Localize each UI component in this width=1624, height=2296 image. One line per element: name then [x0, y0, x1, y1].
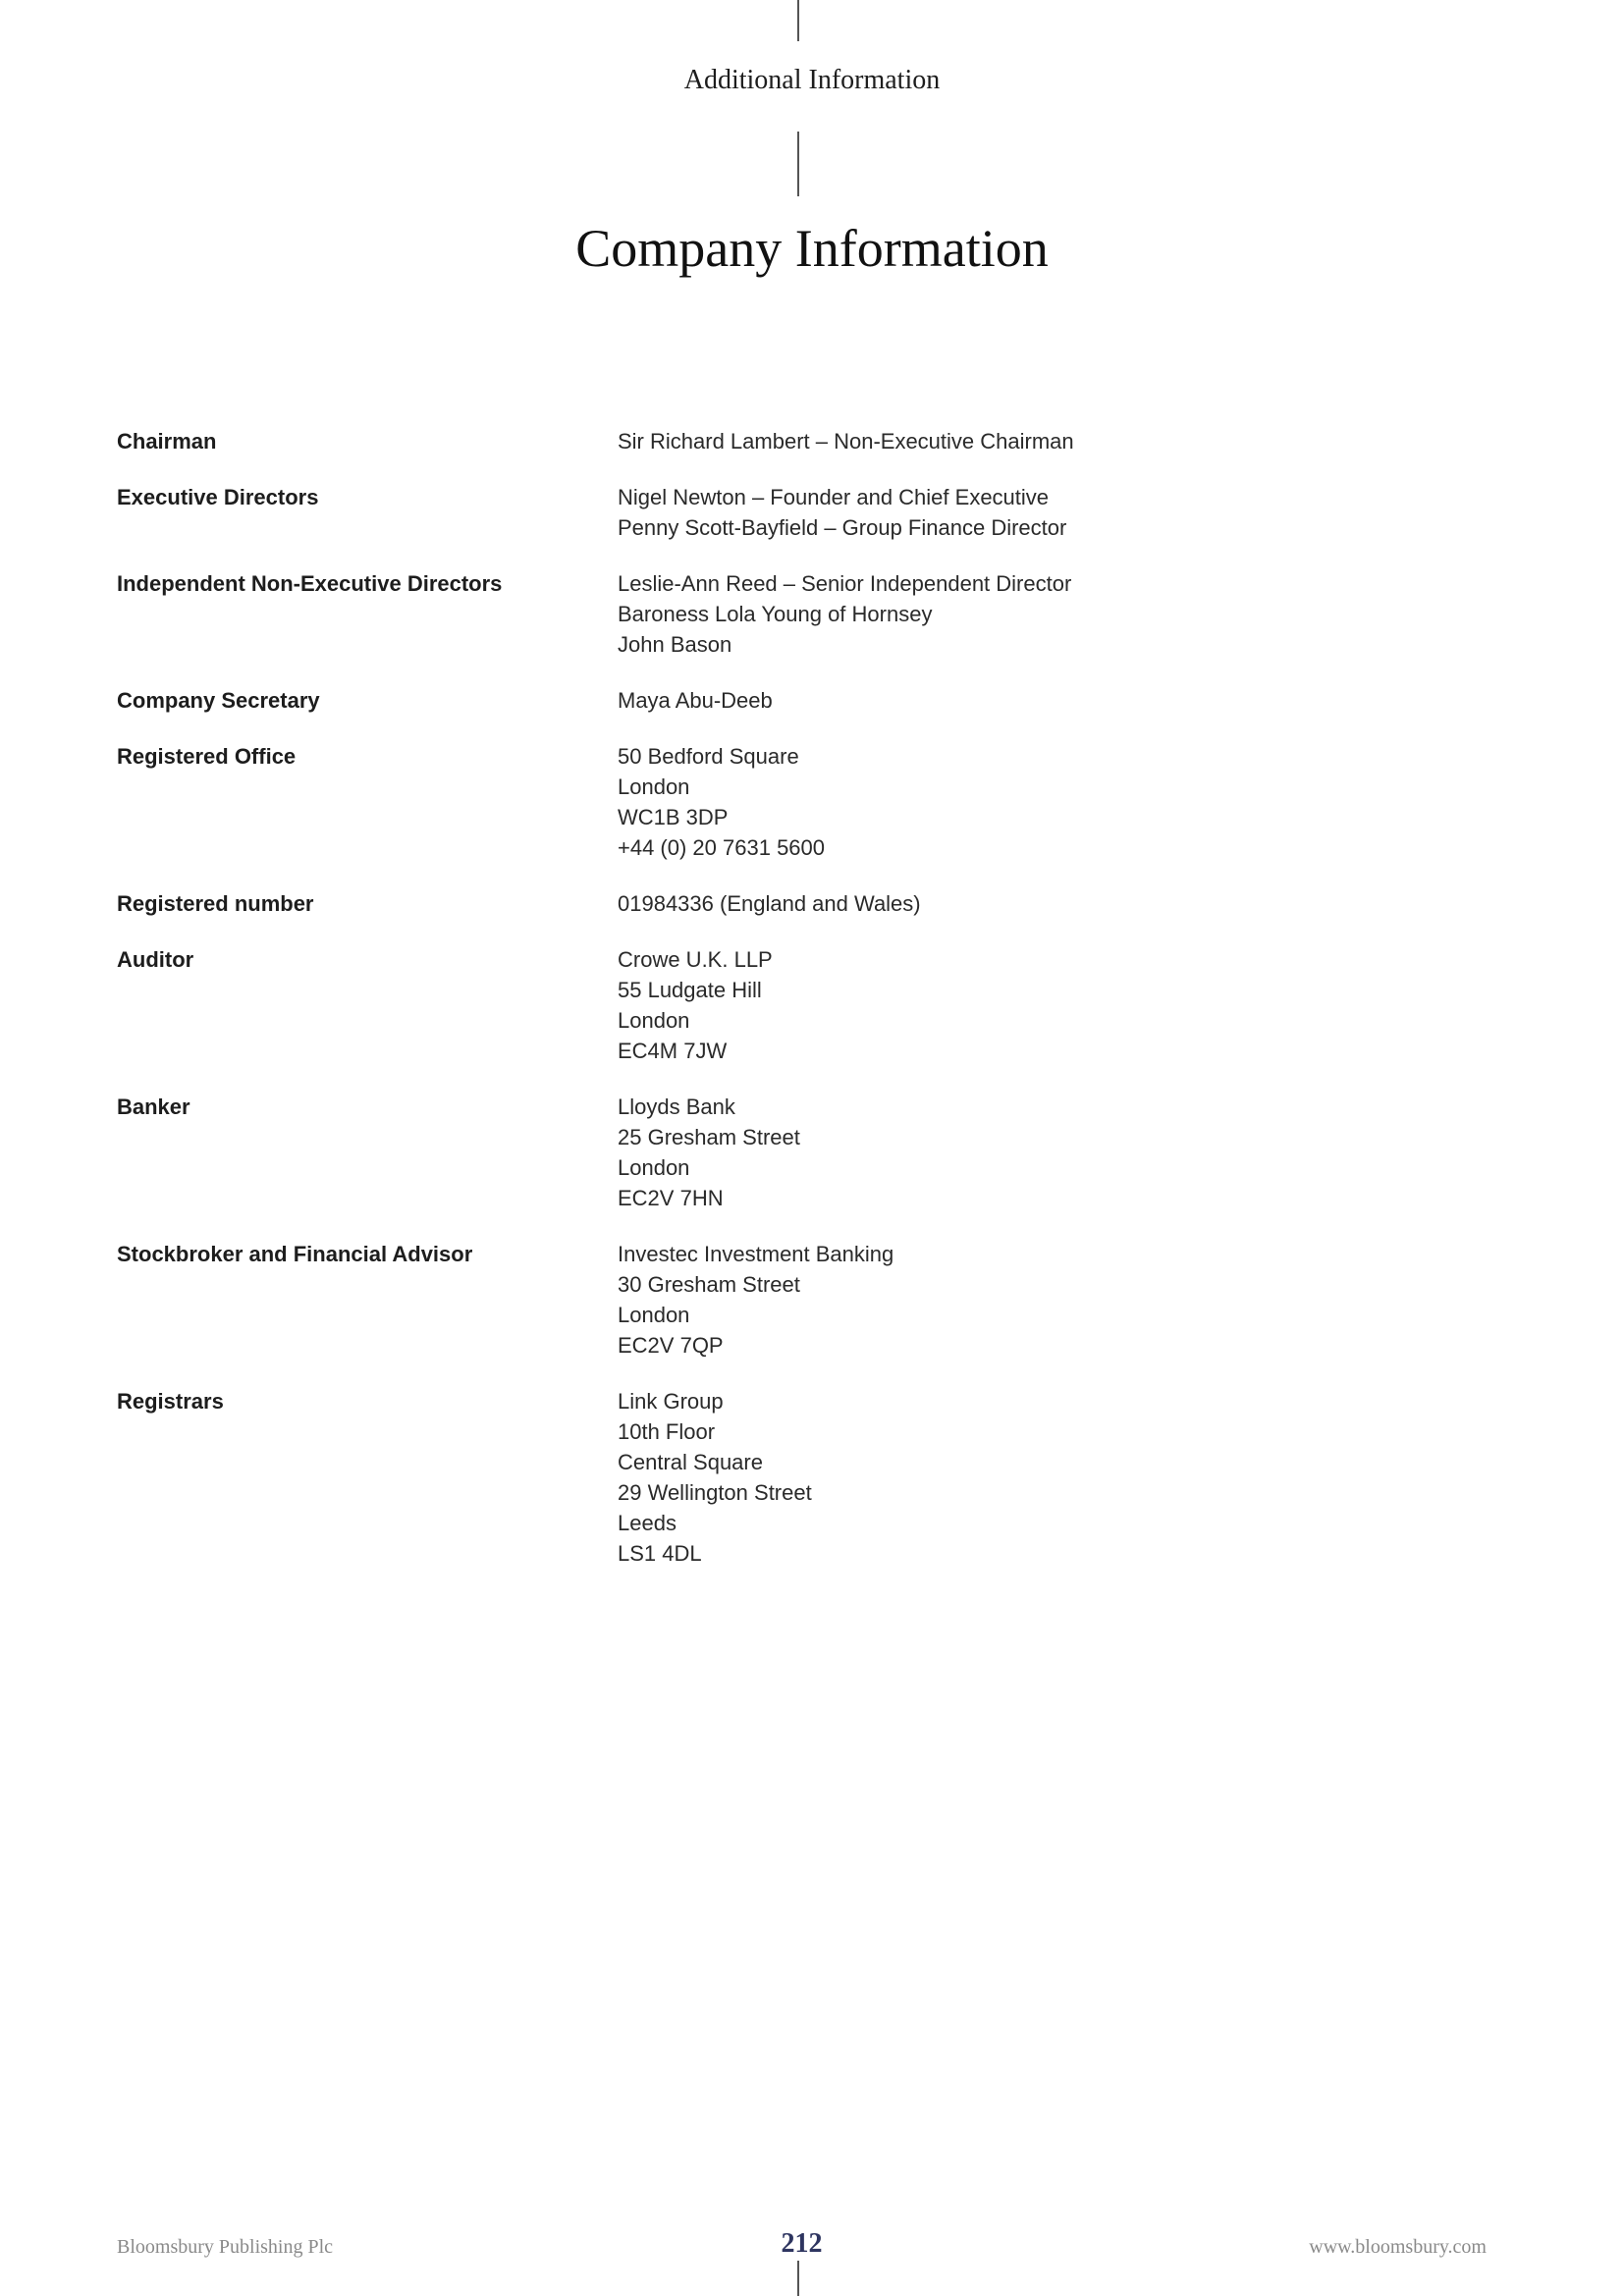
info-values	[618, 568, 1491, 660]
top-divider-line	[797, 0, 799, 41]
info-value-line: 25 Gresham Street	[618, 1125, 800, 1149]
info-value-line: London	[618, 1008, 690, 1033]
info-value-line: Penny Scott-Bayfield – Group Finance Director	[618, 515, 1067, 540]
info-label: Company Secretary	[117, 688, 320, 713]
info-value-line: Investec Investment Banking	[618, 1242, 894, 1266]
info-value-line: EC2V 7QP	[618, 1333, 724, 1358]
info-row	[117, 1092, 1491, 1213]
info-label: Auditor	[117, 947, 194, 972]
info-value-line: 10th Floor	[618, 1419, 716, 1444]
info-value-line: Link Group	[618, 1389, 724, 1414]
info-value-line: 50 Bedford Square	[618, 744, 799, 769]
info-values	[618, 1386, 1491, 1569]
footer-company-name: Bloomsbury Publishing Plc	[117, 2236, 334, 2258]
info-value-line: EC2V 7HN	[618, 1186, 724, 1210]
info-value-line: Central Square	[618, 1450, 763, 1474]
info-row	[117, 482, 1491, 543]
info-values	[618, 1092, 1491, 1213]
footer-website-link[interactable]: www.bloomsbury.com	[1309, 2236, 1487, 2258]
info-value-line: EC4M 7JW	[618, 1039, 728, 1063]
info-values	[618, 1239, 1491, 1361]
page-footer	[117, 2228, 1487, 2268]
info-value-line: 30 Gresham Street	[618, 1272, 800, 1297]
section-label: Additional Information	[683, 65, 941, 95]
info-label: Registered Office	[117, 744, 297, 769]
info-values	[618, 426, 1491, 456]
info-row	[117, 685, 1491, 716]
info-value-line: 01984336 (England and Wales)	[618, 891, 921, 916]
info-label: Registered number	[117, 891, 314, 916]
info-value-line: Crowe U.K. LLP	[618, 947, 773, 972]
info-value-line: Baroness Lola Young of Hornsey	[618, 602, 933, 626]
info-row	[117, 568, 1491, 660]
info-value-line: +44 (0) 20 7631 5600	[618, 835, 826, 860]
info-value-line: WC1B 3DP	[618, 805, 729, 829]
info-label: Banker	[117, 1095, 190, 1119]
info-values	[618, 741, 1491, 863]
info-label: Stockbroker and Financial Advisor	[117, 1242, 473, 1266]
title-divider-line	[797, 132, 799, 196]
info-value-line: London	[618, 1155, 690, 1180]
company-info-list	[117, 426, 1491, 1594]
info-label: Chairman	[117, 429, 217, 454]
page-title: Company Information	[575, 219, 1049, 278]
info-values	[618, 685, 1491, 716]
info-value-line: LS1 4DL	[618, 1541, 702, 1566]
info-row	[117, 888, 1491, 919]
bottom-divider-line	[797, 2261, 799, 2296]
info-values	[618, 888, 1491, 919]
info-row	[117, 1386, 1491, 1569]
info-value-line: 55 Ludgate Hill	[618, 978, 762, 1002]
info-value-line: Leeds	[618, 1511, 677, 1535]
info-value-line: Maya Abu-Deeb	[618, 688, 773, 713]
info-values	[618, 482, 1491, 543]
info-label: Registrars	[117, 1389, 224, 1414]
info-value-line: 29 Wellington Street	[618, 1480, 812, 1505]
info-label: Executive Directors	[117, 485, 319, 509]
info-value-line: Lloyds Bank	[618, 1095, 735, 1119]
info-row	[117, 1239, 1491, 1361]
info-value-line: Nigel Newton – Founder and Chief Executive	[618, 485, 1050, 509]
info-value-line: Leslie-Ann Reed – Senior Independent Director	[618, 571, 1072, 596]
info-label: Independent Non-Executive Directors	[117, 571, 503, 596]
info-value-line: London	[618, 1303, 690, 1327]
info-values	[618, 944, 1491, 1066]
info-row	[117, 944, 1491, 1066]
info-value-line: Sir Richard Lambert – Non-Executive Chairman	[618, 429, 1074, 454]
info-value-line: London	[618, 774, 690, 799]
page-number: 212	[781, 2228, 823, 2259]
info-row	[117, 741, 1491, 863]
info-row	[117, 426, 1491, 456]
info-value-line: John Bason	[618, 632, 732, 657]
